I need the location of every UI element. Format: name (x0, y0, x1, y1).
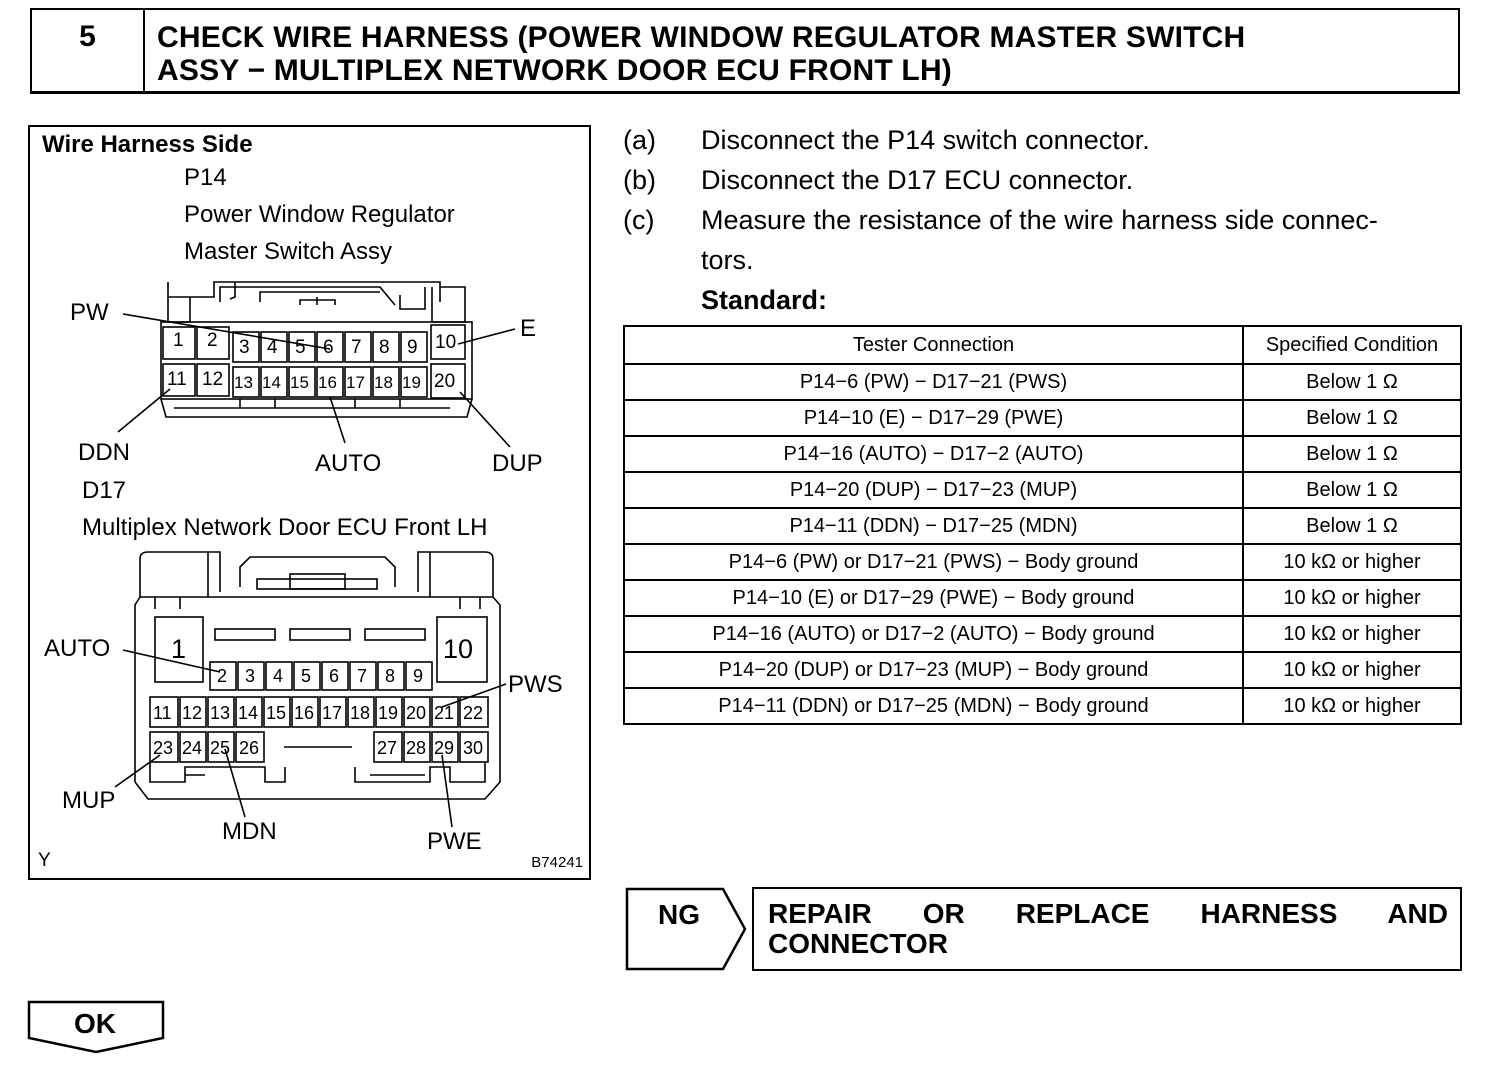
d17-callout-mdn: MDN (222, 818, 277, 845)
tester-connection-cell: P14−16 (AUTO) − D17−2 (AUTO) (624, 436, 1243, 472)
tester-connection-cell: P14−20 (DUP) − D17−23 (MUP) (624, 472, 1243, 508)
p14-pin: 17 (346, 373, 365, 392)
p14-callout-dup: DUP (492, 450, 543, 477)
d17-pin: 29 (434, 738, 455, 758)
p14-callout-pw: PW (70, 299, 109, 326)
d17-pin: 25 (210, 738, 231, 758)
step-b (623, 160, 1468, 200)
d17-pin: 17 (322, 703, 343, 723)
d17-pin: 22 (463, 703, 484, 723)
resistance-spec-table (623, 325, 1462, 725)
step-key: (a) (623, 125, 656, 155)
diagram-corner-label: Y (38, 850, 51, 871)
d17-pin: 10 (443, 634, 474, 664)
tester-connection-cell: P14−10 (E) or D17−29 (PWE) − Body ground (624, 580, 1243, 616)
d17-callout-pwe: PWE (427, 828, 482, 855)
p14-pin: 12 (202, 369, 224, 390)
specified-condition-cell: 10 kΩ or higher (1243, 580, 1461, 616)
specified-condition-cell: Below 1 Ω (1243, 508, 1461, 544)
table-header-row (624, 326, 1461, 364)
p14-pin: 18 (374, 373, 393, 392)
p14-pin: 6 (323, 337, 334, 358)
specified-condition-cell: 10 kΩ or higher (1243, 688, 1461, 724)
p14-pin: 9 (407, 337, 418, 358)
p14-pin: 7 (351, 337, 362, 358)
figure-id: B74241 (531, 854, 583, 871)
d17-pin: 27 (377, 738, 398, 758)
specified-condition-cell: Below 1 Ω (1243, 364, 1461, 400)
d17-pin: 8 (385, 666, 396, 686)
d17-pin: 9 (413, 666, 424, 686)
d17-name: Multiplex Network Door ECU Front LH (82, 514, 488, 541)
table-row (624, 400, 1461, 436)
specified-condition-cell: Below 1 Ω (1243, 472, 1461, 508)
specified-condition-cell: Below 1 Ω (1243, 400, 1461, 436)
step-key: (c) (623, 205, 655, 235)
d17-pin: 12 (182, 703, 203, 723)
step-text: Disconnect the P14 switch connector. (701, 125, 1150, 155)
table-row (624, 652, 1461, 688)
ng-result-line2: CONNECTOR (768, 928, 948, 959)
tester-connection-cell: P14−16 (AUTO) or D17−2 (AUTO) − Body ground (624, 616, 1243, 652)
table-row (624, 508, 1461, 544)
p14-callout-auto: AUTO (315, 450, 382, 477)
d17-pin: 15 (266, 703, 287, 723)
d17-pin: 20 (406, 703, 427, 723)
d17-pin: 24 (182, 738, 203, 758)
d17-pin: 28 (406, 738, 427, 758)
d17-pin: 7 (357, 666, 368, 686)
d17-pin: 23 (153, 738, 174, 758)
table-row (624, 580, 1461, 616)
p14-pin: 3 (239, 337, 250, 358)
table-row (624, 616, 1461, 652)
procedure-steps (623, 120, 1468, 320)
step-title-line2: ASSY − MULTIPLEX NETWORK DOOR ECU FRONT LH) (157, 54, 953, 87)
p14-name-line2: Master Switch Assy (184, 238, 393, 265)
diagram-heading: Wire Harness Side (42, 131, 253, 158)
p14-code: P14 (184, 164, 227, 191)
p14-pin: 2 (207, 330, 218, 351)
p14-pin: 10 (435, 332, 457, 353)
ng-result-line1: REPAIR OR REPLACE HARNESS AND (768, 898, 1448, 929)
ng-label: NG (658, 899, 700, 930)
d17-callout-mup: MUP (62, 787, 116, 814)
p14-callout-ddn: DDN (78, 439, 130, 466)
table-row (624, 472, 1461, 508)
d17-pin: 16 (294, 703, 315, 723)
d17-pin: 1 (171, 634, 187, 664)
d17-pin: 21 (434, 703, 455, 723)
p14-pin: 14 (262, 373, 281, 392)
tester-connection-cell: P14−6 (PW) − D17−21 (PWS) (624, 364, 1243, 400)
standard-label: Standard: (701, 285, 828, 315)
p14-pin: 8 (379, 337, 390, 358)
d17-pin: 26 (239, 738, 260, 758)
tester-connection-cell: P14−20 (DUP) or D17−23 (MUP) − Body ground (624, 652, 1243, 688)
ok-branch-tag[interactable] (27, 1000, 167, 1056)
specified-condition-cell: Below 1 Ω (1243, 436, 1461, 472)
d17-code: D17 (82, 477, 127, 504)
p14-pin: 16 (318, 373, 337, 392)
p14-pin: 4 (267, 337, 278, 358)
p14-name-line1: Power Window Regulator (184, 201, 455, 228)
d17-pin: 14 (238, 703, 259, 723)
p14-pin: 20 (434, 371, 456, 392)
p14-callout-e: E (520, 315, 537, 342)
d17-pin: 6 (329, 666, 340, 686)
tester-connection-cell: P14−11 (DDN) or D17−25 (MDN) − Body ground (624, 688, 1243, 724)
p14-pin: 15 (290, 373, 309, 392)
step-text-line2: tors. (701, 245, 754, 275)
specified-condition-cell: 10 kΩ or higher (1243, 616, 1461, 652)
p14-pin: 13 (234, 373, 253, 392)
d17-pin: 2 (217, 666, 228, 686)
step-number: 5 (32, 10, 145, 91)
p14-pin: 11 (167, 369, 187, 390)
p14-pin: 1 (173, 330, 184, 351)
d17-pin: 5 (301, 666, 312, 686)
step-a (623, 120, 1468, 160)
ok-label: OK (74, 1008, 116, 1039)
tester-connection-cell: P14−11 (DDN) − D17−25 (MDN) (624, 508, 1243, 544)
step-header (30, 8, 1460, 94)
p14-pin: 19 (402, 373, 421, 392)
table-row (624, 436, 1461, 472)
ng-branch-tag[interactable] (625, 887, 749, 971)
tester-connection-cell: P14−10 (E) − D17−29 (PWE) (624, 400, 1243, 436)
d17-pin: 4 (273, 666, 284, 686)
ng-result-box (752, 887, 1462, 971)
specified-condition-cell: 10 kΩ or higher (1243, 544, 1461, 580)
step-title (145, 10, 1458, 91)
column-header: Specified Condition (1243, 326, 1461, 364)
step-c (623, 200, 1468, 280)
table-row (624, 544, 1461, 580)
specified-condition-cell: 10 kΩ or higher (1243, 652, 1461, 688)
table-row (624, 688, 1461, 724)
d17-pin: 3 (245, 666, 256, 686)
step-text (701, 200, 1468, 280)
d17-callout-pws: PWS (508, 671, 563, 698)
d17-pin: 18 (350, 703, 371, 723)
d17-pin: 19 (378, 703, 399, 723)
p14-pin: 5 (295, 337, 306, 358)
column-header: Tester Connection (624, 326, 1243, 364)
table-row (624, 364, 1461, 400)
step-text: Disconnect the D17 ECU connector. (701, 165, 1134, 195)
d17-callout-auto: AUTO (44, 635, 111, 662)
step-title-line1: CHECK WIRE HARNESS (POWER WINDOW REGULATOR MASTER SWITCH (157, 21, 1246, 54)
step-text-line1: Measure the resistance of the wire harness side connec- (701, 205, 1378, 235)
step-key: (b) (623, 165, 656, 195)
tester-connection-cell: P14−6 (PW) or D17−21 (PWS) − Body ground (624, 544, 1243, 580)
d17-pin: 11 (153, 703, 172, 723)
d17-pin: 30 (463, 738, 484, 758)
connector-diagram (28, 125, 591, 880)
d17-pin: 13 (210, 703, 231, 723)
